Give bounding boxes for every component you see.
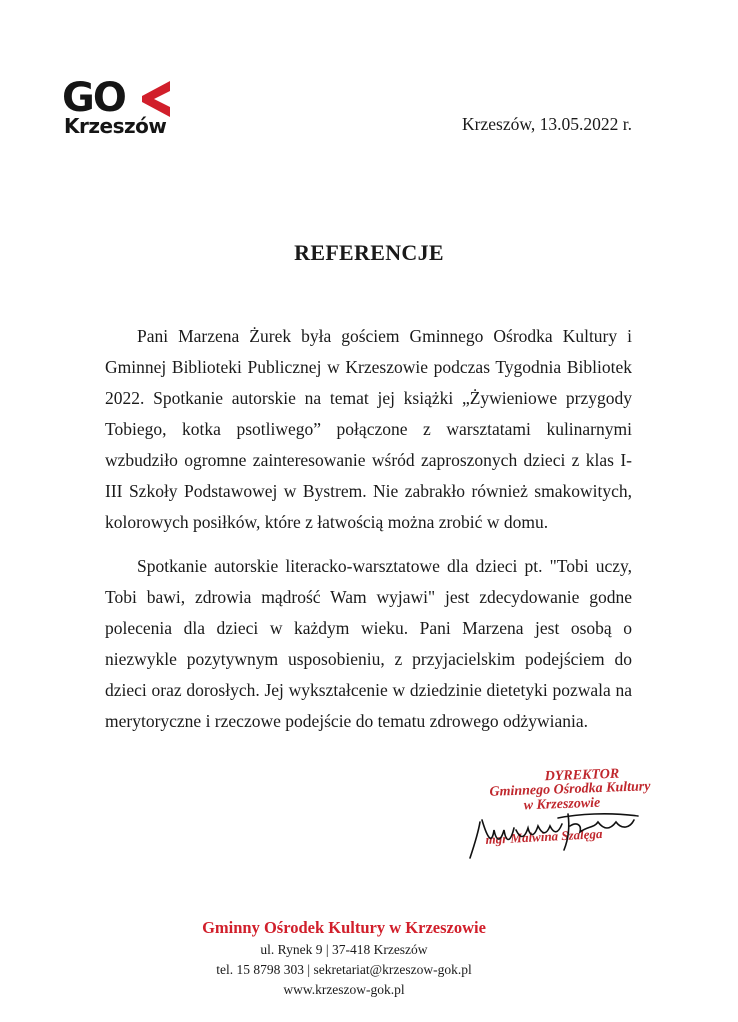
handwritten-signature [458,800,648,860]
footer-organization: Gminny Ośrodek Kultury w Krzeszowie [202,918,486,937]
stamp-location: w Krzeszowie [523,795,601,814]
stamp-institution: Gminnego Ośrodka Kultury [489,779,651,800]
footer-website: www.krzeszow-gok.pl [283,982,405,997]
footer [0,916,688,1000]
letter-body [105,321,632,737]
logo-city-text: Krzeszów [64,114,167,138]
document-title: REFERENCJE [294,240,444,265]
logo-k-chevron-icon [140,81,172,117]
letter-date: Krzeszów, 13.05.2022 r. [462,114,632,134]
body-paragraph-1: Pani Marzena Żurek była gościem Gminnego Ośrodka Kultury i Gminnej Biblioteki Publicznej w Krzeszowie podczas Tygodnia Bibliotek 2022. Spotkanie autorskie na temat jej książki „Żywieniowe przygody Tobiego, kotka psotliwego” połączone z warsztatami kulinarnymi wzbudziło ogromne zainteresowanie wśród zaproszonych dzieci z klas I-III Szkoły Podstawowej w Bystrem. Nie zabrakło również smakowitych, kolorowych posiłków, które z łatwością można zrobić w domu. [105,326,632,532]
stamp-name: mgr Malwina Szalęga [485,825,603,848]
footer-contact: tel. 15 8798 303 | sekretariat@krzeszow-gok.pl [216,962,472,977]
stamp-title: DYREKTOR [544,766,620,785]
body-paragraph-2: Spotkanie autorskie literacko-warsztatowe dla dzieci pt. "Tobi uczy, Tobi bawi, zdrowia mądrość Wam wyjawi" jest zdecydowanie godne polecenia dla dzieci w każdym wieku. Pani Marzena jest osobą o niezwykle pozytywnym usposobieniu, z przyjacielskim podejściem do dzieci oraz dorosłych. Jej wykształcenie w dziedzinie dietetyki pozwala na merytoryczne i rzeczowe podejście do tematu zdrowego odżywiania. [105,556,632,731]
footer-address: ul. Rynek 9 | 37-418 Krzeszów [260,942,428,957]
gok-logo [62,75,172,140]
logo-go-text: GO [62,75,125,121]
